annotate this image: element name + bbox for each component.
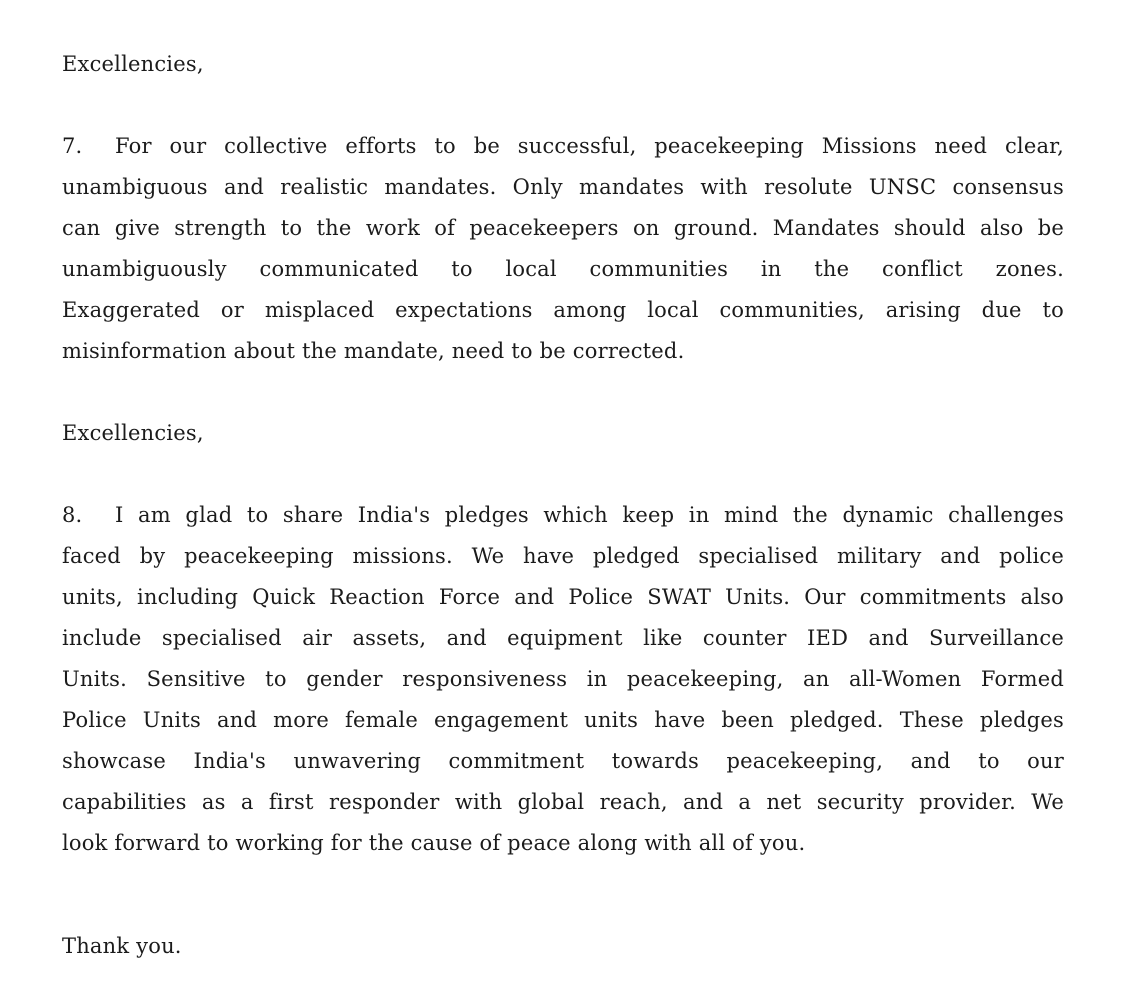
paragraph-number: 8.: [62, 503, 83, 527]
closing: Thank you.: [62, 934, 182, 958]
paragraph-line: Units. Sensitive to gender responsiveness in peacekeeping, an all-Women Formed: [62, 667, 1064, 691]
paragraph-line: include specialised air assets, and equipment like counter IED and Surveillance: [62, 626, 1064, 650]
paragraph-line: Exaggerated or misplaced expectations among local communities, arising due to: [62, 298, 1064, 322]
salutation: Excellencies,: [62, 52, 204, 76]
paragraph-7: [62, 126, 1064, 372]
paragraph-line: Police Units and more female engagement units have been pledged. These pledges: [62, 708, 1064, 732]
paragraph-line: units, including Quick Reaction Force and Police SWAT Units. Our commitments also: [62, 585, 1064, 609]
paragraph-line: capabilities as a first responder with global reach, and a net security provider. We: [62, 790, 1064, 814]
salutation: Excellencies,: [62, 421, 204, 445]
paragraph-line: misinformation about the mandate, need to be corrected.: [62, 339, 685, 363]
paragraph-line-text: I am glad to share India's pledges which keep in mind the dynamic challenges: [115, 503, 1064, 527]
paragraph-line: unambiguously communicated to local communities in the conflict zones.: [62, 257, 1064, 281]
paragraph-line: [62, 126, 1064, 167]
paragraph-line: showcase India's unwavering commitment towards peacekeeping, and to our: [62, 749, 1064, 773]
paragraph-line-text: For our collective efforts to be successful, peacekeeping Missions need clear,: [115, 134, 1064, 158]
paragraph-line: can give strength to the work of peacekeepers on ground. Mandates should also be: [62, 216, 1064, 240]
paragraph-line: faced by peacekeeping missions. We have pledged specialised military and police: [62, 544, 1064, 568]
paragraph-line: unambiguous and realistic mandates. Only mandates with resolute UNSC consensus: [62, 175, 1064, 199]
paragraph-number: 7.: [62, 134, 83, 158]
paragraph-line: look forward to working for the cause of peace along with all of you.: [62, 831, 806, 855]
paragraph-8: [62, 495, 1064, 864]
paragraph-line: [62, 495, 1064, 536]
